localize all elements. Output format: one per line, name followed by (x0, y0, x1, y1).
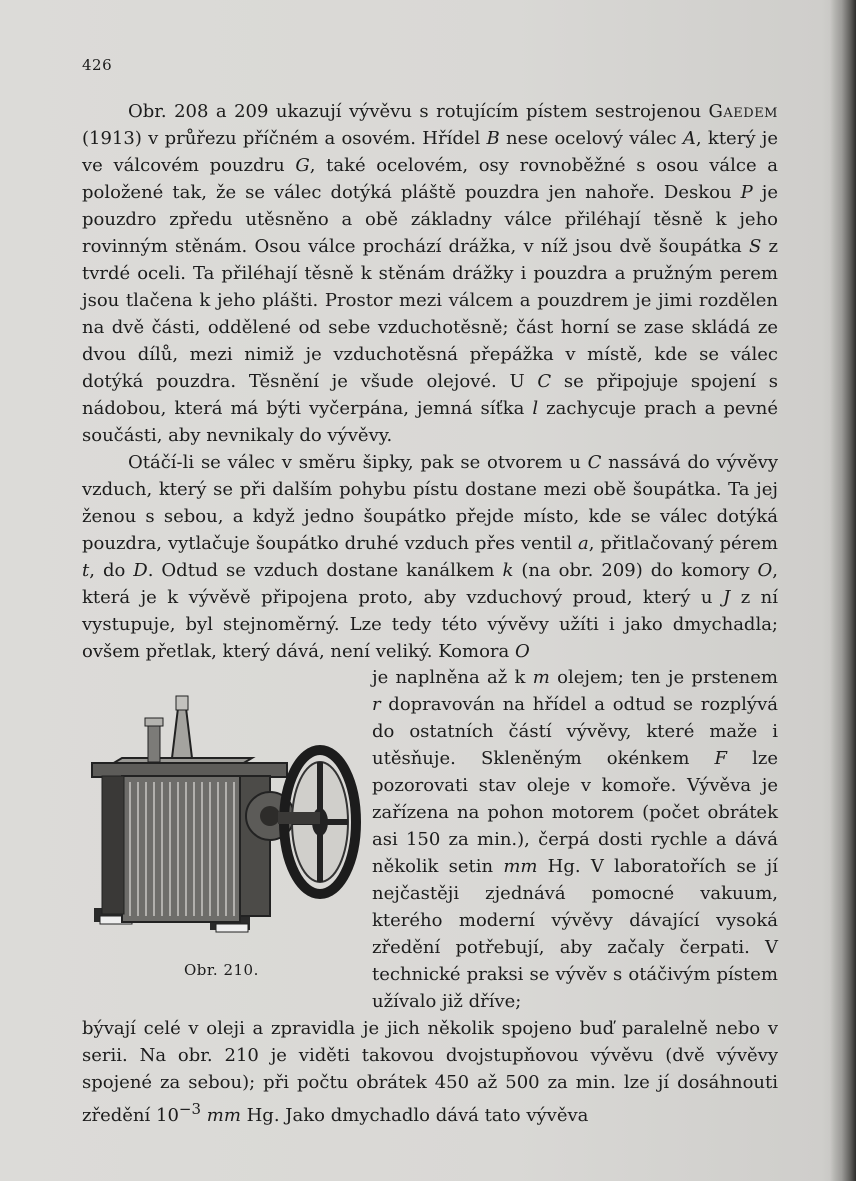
side-text (372, 664, 778, 1015)
figure-caption: Obr. 210. (184, 961, 259, 979)
bottom-text (82, 1015, 778, 1129)
side-paragraph: je naplněna až k m olejem; ten je prstenem r dopravován na hřídel a odtud se rozplývá do ostatních částí vývěvy, které maže i utěsňuje. Skleněným okénkem F lze pozorovati stav oleje v komoře. Vývěva je zařízena na pohon motorem (počet obrátek asi 150 za min.), čerpá dosti rychle a dává několik setin mm Hg. V laboratořích se jí nejčastěji zjednává pomocné vakuum, kterého moderní vývěvy dávající vysoká zředění potřebují, aby začaly čerpati. V technické praksi se vývěv s otáčivým pístem užívalo již dříve; (372, 667, 779, 1012)
bottom-paragraph: bývají celé v oleji a zpravidla je jich několik spojeno buď paralelně nebo v serii. Na obr. 210 je viděti takovou dvojstupňovou vývěvu (dvě vývěvy spojené za sebou); při počtu obrátek 450 až 500 za min. lze jí dosáhnouti zředění $10^{-3}$ mm Hg. Jako dmychadlo dává tato vývěva (82, 1018, 778, 1126)
page-number: 426 (82, 56, 113, 74)
vacuum-pump-illustration (82, 688, 370, 958)
paragraph-1: Obr. 208 a 209 ukazují vývěvu s rotujícím pístem sestrojenou Gaedem (1913) v průřezu příčném a osovém. Hřídel B nese ocelový válec A, který je ve válcovém pouzdru G, také ocelovém, osy rovnoběžné s osou válce a položené tak, že se válec dotýká pláště pouzdra jen nahoře. Deskou P je pouzdro zpředu utěsněno a obě základny válce přiléhají těsně k jeho rovinným stěnám. Osou válce prochází drážka, v níž jsou dvě šoupátka S z tvrdé oceli. Ta přiléhají těsně k stěnám drážky i pouzdra a pružným perem jsou tlačena k jeho plášti. Prostor mezi válcem a pouzdrem je jimi rozdělen na dvě části, oddělené od sebe vzduchotěsně; část horní se zase skládá ze dvou dílů, mezi nimiž je vzduchotěsná přepážka v místě, kde se válec dotýká pouzdra. Těsnění je všude olejové. U C se připojuje spojení s nádobou, která má býti vyčerpána, jemná síťka l zachycuje prach a pevné součásti, aby nevnikaly do vývěvy. (82, 101, 778, 446)
paragraph-2: Otáčí-li se válec v směru šipky, pak se otvorem u C nassává do vývěvy vzduch, který se při dalším pohybu pístu dostane mezi obě šoupátka. Ta jej ženou s sebou, a když jedno šoupátko přejde místo, kde se válec dotýká pouzdra, vytlačuje šoupátko druhé vzduch přes ventil a, přitlačovaný pérem t, do D. Odtud se vzduch dostane kanálkem k (na obr. 209) do komory O, která je k vývěvě připojena proto, aby vzduchový proud, který u J z ní vystupuje, byl stejnoměrný. Lze tedy této vývěvy užíti i jako dmychadla; ovšem přetlak, který dává, není veliký. Komora O (82, 452, 778, 662)
figure-vacuum-pump (82, 688, 370, 988)
page-edge-shadow (830, 0, 856, 1181)
main-text (82, 98, 778, 665)
